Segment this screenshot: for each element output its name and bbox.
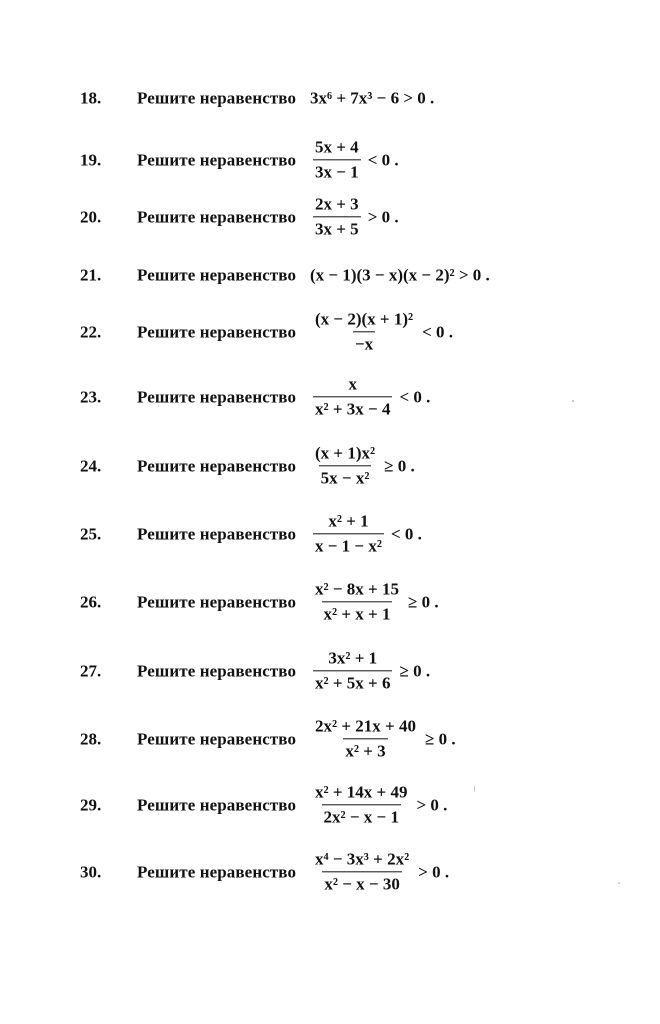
- problem-label: Решите неравенство: [137, 387, 297, 407]
- relation: < 0 .: [367, 150, 399, 169]
- problem-19: [0, 130, 660, 190]
- fraction: [313, 649, 392, 692]
- fraction: [313, 512, 384, 555]
- fraction: [313, 717, 418, 760]
- problem-label: Решите неравенство: [137, 592, 297, 612]
- problem-20: [0, 187, 660, 247]
- problem-number: 24.: [80, 456, 102, 476]
- problem-label: Решите неравенство: [137, 265, 297, 285]
- denominator: x² + 3x − 4: [313, 396, 392, 419]
- problem-29: [0, 775, 660, 835]
- problem-number: 25.: [80, 524, 102, 544]
- relation: ≥ 0 .: [407, 592, 439, 611]
- denominator: x² + x + 1: [322, 601, 393, 624]
- problem-number: 18.: [80, 88, 102, 108]
- problem-24: [0, 436, 660, 496]
- problem-label: Решите неравенство: [137, 88, 297, 108]
- problem-27: [0, 641, 660, 701]
- problem-label: Решите неравенство: [137, 524, 297, 544]
- numerator: (x − 2)(x + 1)²: [315, 309, 414, 329]
- numerator: (x + 1)x²: [315, 443, 376, 463]
- problem-number: 27.: [80, 661, 102, 681]
- problem-label: Решите неравенство: [137, 150, 297, 170]
- inequality-expression: 3x⁶ + 7x³ − 6 > 0 .: [310, 88, 435, 108]
- inequality-expression: (x − 1)(3 − x)(x − 2)² > 0 .: [310, 265, 490, 285]
- problem-number: 21.: [80, 265, 102, 285]
- numerator: 2x + 3: [315, 194, 359, 214]
- denominator: x² + 3: [343, 738, 387, 761]
- denominator: −x: [353, 331, 375, 354]
- numerator: x: [348, 374, 357, 394]
- relation: ≥ 0 .: [384, 456, 415, 475]
- denominator: x² − x − 30: [322, 871, 401, 894]
- scan-speck: [474, 786, 475, 792]
- scan-speck: [572, 400, 574, 402]
- problem-label: Решите неравенство: [137, 207, 297, 227]
- problem-label: Решите неравенство: [137, 729, 297, 749]
- problem-number: 20.: [80, 207, 102, 227]
- relation: < 0 .: [422, 322, 454, 341]
- fraction: [313, 138, 361, 181]
- problem-30: [0, 842, 660, 902]
- problem-21: [0, 245, 660, 305]
- numerator: x² + 1: [328, 511, 369, 531]
- denominator: x − 1 − x²: [313, 533, 384, 556]
- numerator: 2x² + 21x + 40: [315, 716, 416, 736]
- relation: > 0 .: [416, 795, 448, 814]
- relation: ≥ 0 .: [399, 661, 431, 680]
- denominator: 3x + 5: [313, 216, 361, 239]
- problem-label: Решите неравенство: [137, 795, 297, 815]
- problem-number: 28.: [80, 729, 102, 749]
- numerator: x² + 14x + 49: [315, 782, 408, 802]
- problem-number: 30.: [80, 862, 102, 882]
- numerator: 5x + 4: [315, 137, 359, 157]
- denominator: x² + 5x + 6: [313, 670, 392, 693]
- problem-label: Решите неравенство: [137, 456, 297, 476]
- problem-number: 29.: [80, 795, 102, 815]
- problem-number: 26.: [80, 592, 102, 612]
- fraction: [313, 580, 401, 623]
- problem-number: 23.: [80, 387, 102, 407]
- numerator: x² − 8x + 15: [315, 579, 399, 599]
- problem-number: 19.: [80, 150, 102, 170]
- fraction: [313, 850, 411, 893]
- problem-label: Решите неравенство: [137, 862, 297, 882]
- fraction: [313, 375, 392, 418]
- problem-18: [0, 68, 660, 128]
- fraction: [313, 783, 409, 826]
- fraction: [313, 310, 415, 353]
- denominator: 2x² − x − 1: [322, 804, 401, 827]
- relation: < 0 .: [399, 387, 431, 406]
- problem-22: [0, 302, 660, 362]
- relation: < 0 .: [390, 524, 422, 543]
- problem-26: [0, 572, 660, 632]
- problem-23: [0, 367, 660, 427]
- scan-speck: [618, 882, 620, 884]
- denominator: 5x − x²: [319, 465, 372, 488]
- denominator: 3x − 1: [313, 159, 361, 182]
- relation: ≥ 0 .: [424, 729, 456, 748]
- problem-label: Решите неравенство: [137, 661, 297, 681]
- problem-label: Решите неравенство: [137, 322, 297, 342]
- relation: > 0 .: [367, 207, 399, 226]
- relation: > 0 .: [418, 862, 450, 881]
- fraction: [313, 444, 377, 487]
- numerator: 3x² + 1: [328, 648, 378, 668]
- numerator: x⁴ − 3x³ + 2x²: [315, 849, 410, 869]
- problem-number: 22.: [80, 322, 102, 342]
- problem-25: [0, 504, 660, 564]
- problem-28: [0, 709, 660, 769]
- fraction: [313, 195, 361, 238]
